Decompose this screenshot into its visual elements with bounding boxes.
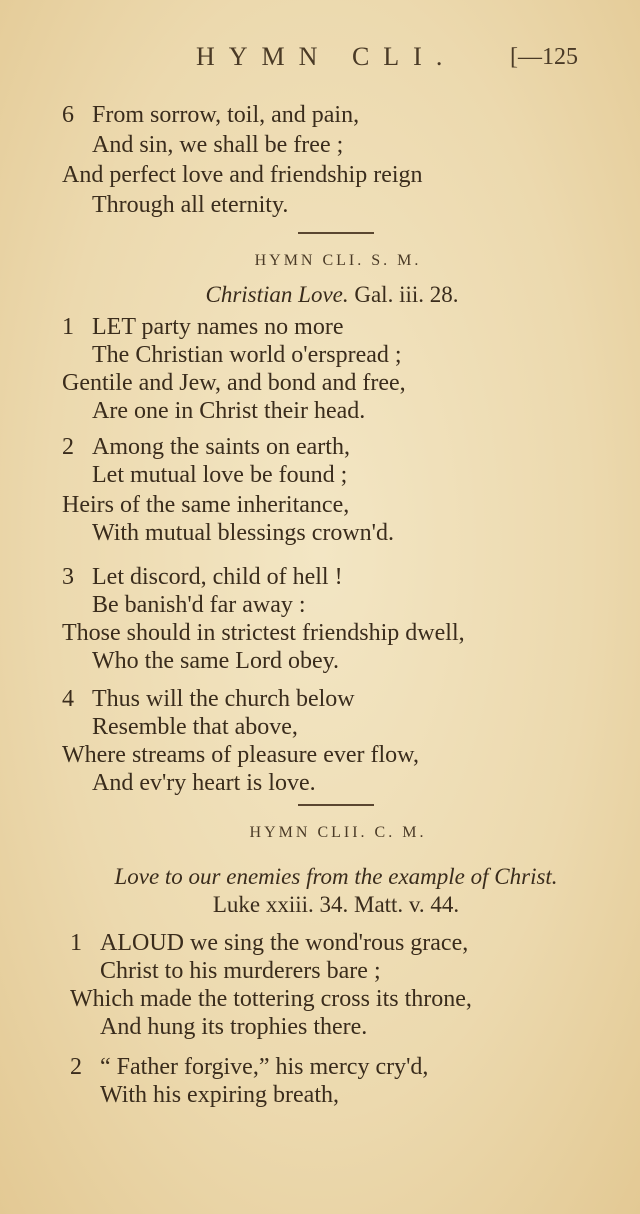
verse-line: Through all eternity.: [92, 192, 289, 218]
verse-line: Who the same Lord obey.: [92, 648, 340, 674]
verse-line: With his expiring breath,: [100, 1082, 339, 1108]
verse-line: From sorrow, toil, and pain,: [92, 102, 360, 128]
verse-line: The Christian world o'erspread ;: [92, 342, 402, 368]
verse-line: Are one in Christ their head.: [92, 398, 366, 424]
stanza-number: 2: [70, 1054, 82, 1080]
verse-line: LET party names no more: [92, 314, 344, 340]
verse-line: Among the saints on earth,: [92, 434, 350, 460]
section-divider: [298, 804, 374, 806]
hymn-subtitle-ref: Luke xxiii. 34. Matt. v. 44.: [212, 892, 460, 917]
hymn-subtitle-italic: Love to our enemies from the example of Christ.: [114, 864, 558, 889]
verse-line: ALOUD we sing the wond'rous grace,: [100, 930, 469, 956]
hymn-subtitle: [16, 864, 640, 890]
verse-line: Be banish'd far away :: [92, 592, 306, 618]
page-number: [—125: [510, 44, 578, 70]
verse-line: Let mutual love be found ;: [92, 462, 348, 488]
stanza-number: 3: [62, 564, 74, 590]
verse-line: And perfect love and friendship reign: [62, 162, 423, 188]
verse-line: Resemble that above,: [92, 714, 298, 740]
verse-line: Let discord, child of hell !: [92, 564, 343, 590]
verse-line: And sin, we shall be free ;: [92, 132, 344, 158]
hymn-subtitle: [12, 282, 640, 308]
stanza-number: 4: [62, 686, 74, 712]
verse-line: Gentile and Jew, and bond and free,: [62, 370, 406, 396]
verse-line: Christ to his murderers bare ;: [100, 958, 381, 984]
verse-line: Which made the tottering cross its throne,: [70, 986, 472, 1012]
hymn-heading: HYMN CLI. S. M.: [254, 252, 422, 269]
verse-line: Those should in strictest friendship dwell,: [62, 620, 465, 646]
verse-line: And ev'ry heart is love.: [92, 770, 316, 796]
stanza-number: 1: [62, 314, 74, 340]
hymn-subtitle-italic: Christian Love.: [205, 282, 349, 307]
section-divider: [298, 232, 374, 234]
verse-line: “ Father forgive,” his mercy cry'd,: [100, 1054, 429, 1080]
hymn-subtitle-ref: Gal. iii. 28.: [354, 282, 459, 307]
verse-line: Heirs of the same inheritance,: [62, 492, 350, 518]
page-header: [0, 42, 640, 82]
verse-line: Thus will the church below: [92, 686, 355, 712]
stanza-number: 2: [62, 434, 74, 460]
verse-line: With mutual blessings crown'd.: [92, 520, 394, 546]
stanza-number: 1: [70, 930, 82, 956]
stanza-number: 6: [62, 102, 74, 128]
verse-line: And hung its trophies there.: [100, 1014, 368, 1040]
hymn-heading: HYMN CLII. C. M.: [249, 824, 427, 841]
running-title: HYMN CLI.: [196, 42, 457, 71]
verse-line: Where streams of pleasure ever flow,: [62, 742, 419, 768]
